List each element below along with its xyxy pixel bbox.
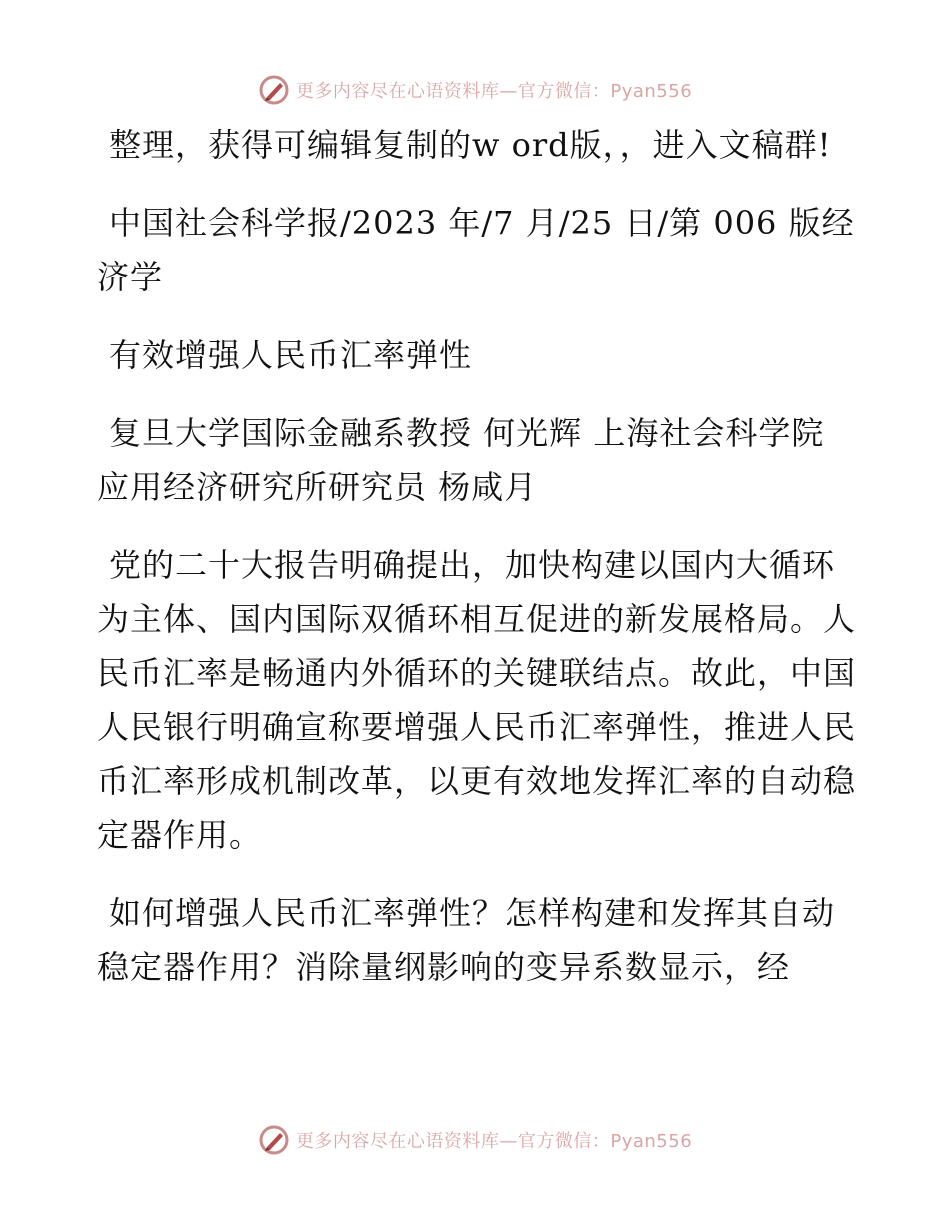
header-watermark [0, 70, 950, 110]
author-line: 复旦大学国际金融系教授 何光辉 上海社会科学院应用经济研究所研究员 杨咸月 [97, 414, 825, 506]
intro-note: 整理，获得可编辑复制的w ord版，，进入文稿群! [109, 126, 832, 164]
pen-logo-icon [258, 74, 290, 106]
body-paragraph-1: 党的二十大报告明确提出，加快构建以国内大循环为主体、国内国际双循环相互促进的新发展格局。人民币汇率是畅通内外循环的关键联结点。故此，中国人民银行明确宣称要增强人民币汇率弹性，推进人民币汇率形成机制改革，以更有效地发挥汇率的自动稳定器作用。 [97, 546, 857, 854]
document-body [97, 118, 857, 1018]
pen-logo-icon [258, 1124, 290, 1156]
body-paragraph-2: 如何增强人民币汇率弹性？怎样构建和发挥其自动稳定器作用？消除量纲影响的变异系数显示，经 [97, 894, 836, 986]
footer-brand-text: 更多内容尽在心语资料库—官方微信：Pyan556 [295, 1131, 693, 1152]
footer-watermark [0, 1120, 950, 1160]
header-brand-text: 更多内容尽在心语资料库—官方微信：Pyan556 [295, 81, 693, 102]
source-line: 中国社会科学报/2023 年/7 月/25 日/第 006 版经济学 [97, 204, 855, 296]
article-title: 有效增强人民币汇率弹性 [109, 336, 473, 374]
